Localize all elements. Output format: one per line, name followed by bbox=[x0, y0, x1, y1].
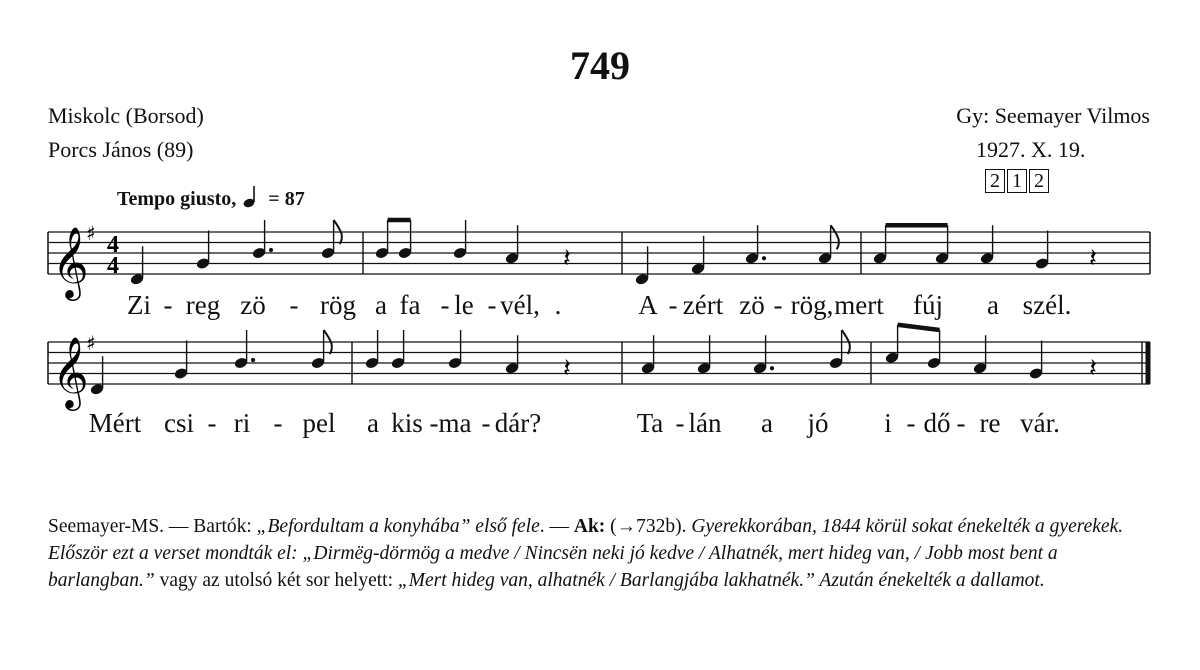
notes-alt-lines: „Mert hideg van, alhatnék / Barlangjába lakhatnék.” Azután énekelték a dallamot. bbox=[397, 569, 1045, 591]
lyric-syllable: le bbox=[454, 290, 474, 320]
lyric-syllable: Zi bbox=[127, 290, 151, 320]
lyric-syllable: mert bbox=[834, 290, 884, 320]
lyric-hyphen: - bbox=[440, 290, 450, 320]
beam bbox=[898, 325, 940, 330]
lyric-syllable: A bbox=[638, 290, 658, 320]
quarter-rest-icon: 𝄽 bbox=[563, 243, 571, 274]
treble-clef-icon: 𝄞 bbox=[52, 225, 89, 298]
notes-title: „Befordultam a konyhába” első fele bbox=[256, 516, 540, 537]
lyric-syllable: szél. bbox=[1022, 290, 1072, 320]
class-box: 1 bbox=[1007, 169, 1027, 193]
lyric-syllable: a bbox=[375, 290, 387, 320]
quarter-rest-icon: 𝄽 bbox=[1089, 243, 1097, 274]
quarter-rest-icon: 𝄽 bbox=[1089, 353, 1097, 384]
lyric-hyphen: - bbox=[773, 290, 783, 320]
class-box: 2 bbox=[985, 169, 1005, 193]
lyric-syllable: fúj bbox=[913, 290, 943, 320]
lyric-syllable: ma bbox=[438, 408, 472, 438]
note-dot bbox=[251, 358, 255, 362]
lyric-syllable: Mért bbox=[88, 408, 142, 438]
tempo-label: Tempo giusto, bbox=[117, 188, 237, 210]
notes-ak: Ak: bbox=[573, 516, 606, 537]
notes-connector: vagy az utolsó két sor helyett: bbox=[154, 569, 398, 591]
tempo-value: = 87 bbox=[268, 188, 305, 210]
lyric-syllable: jó bbox=[807, 408, 829, 438]
lyric-hyphen: - bbox=[273, 408, 283, 438]
lyric-syllable: zért bbox=[682, 290, 724, 320]
note-flag bbox=[831, 225, 839, 249]
staff-1 bbox=[48, 220, 1150, 301]
lyric-syllable: zö bbox=[240, 290, 266, 320]
lyric-syllable: a bbox=[367, 408, 379, 438]
lyric-hyphen: - bbox=[956, 408, 966, 438]
lyric-syllable: kis bbox=[391, 408, 423, 438]
lyric-syllable: fa bbox=[399, 290, 421, 320]
lyric-hyphen: - bbox=[487, 290, 497, 320]
lyric-hyphen: - bbox=[668, 290, 678, 320]
staff-2 bbox=[48, 325, 1150, 411]
notes-sep: . — bbox=[539, 516, 574, 537]
lyric-syllable: vél, bbox=[500, 290, 540, 320]
lyric-syllable: a bbox=[987, 290, 999, 320]
notes-story: Gyerekkorában, 1844 körül sokat énekelték a gyerekek. Először ezt a verset mondták el: „Dirmëg-dörmög a medve / Nincsën neki jó kedve / Alhatnék, mert hideg van, / Jobb most bent a barlangban.” bbox=[48, 516, 1124, 591]
lyric-syllable: dár? bbox=[494, 408, 542, 438]
lyric-syllable: zö bbox=[739, 290, 765, 320]
lyric-hyphen: - bbox=[906, 408, 916, 438]
lyric-hyphen: - bbox=[207, 408, 217, 438]
lyric-syllable: reg bbox=[185, 290, 221, 320]
lyric-syllable: rög bbox=[320, 290, 356, 320]
lyric-syllable: . bbox=[554, 290, 562, 320]
treble-clef-icon: 𝄞 bbox=[52, 335, 89, 408]
lyric-syllable: csi bbox=[164, 408, 194, 438]
date-label: 1927. X. 19. bbox=[976, 137, 1086, 162]
notes-source: Seemayer-MS. — Bartók: bbox=[48, 516, 257, 537]
note-dot bbox=[269, 248, 273, 252]
lyric-syllable: Ta bbox=[636, 408, 664, 438]
singer-label: Porcs János (89) bbox=[48, 137, 194, 162]
note-dot bbox=[770, 366, 774, 370]
time-signature-bottom: 4 bbox=[107, 253, 119, 279]
lyric-hyphen: - bbox=[481, 408, 491, 438]
quarter-rest-icon: 𝄽 bbox=[563, 353, 571, 384]
lyric-syllable: a bbox=[761, 408, 773, 438]
lyric-syllable: vár. bbox=[1020, 408, 1060, 438]
lyric-syllable: i bbox=[884, 408, 892, 438]
place-label: Miskolc (Borsod) bbox=[48, 103, 204, 128]
class-box: 2 bbox=[1029, 169, 1049, 193]
lyric-syllable: rög, bbox=[790, 290, 834, 320]
time-signature-top: 4 bbox=[107, 232, 119, 258]
annotation-text bbox=[48, 514, 1158, 594]
lyric-hyphen: - bbox=[163, 290, 173, 320]
sharp-icon: ♯ bbox=[86, 221, 96, 245]
song-number: 749 bbox=[570, 43, 630, 88]
note-dot bbox=[762, 256, 766, 260]
lyric-hyphen: - bbox=[675, 408, 685, 438]
lyric-syllable: pel bbox=[302, 408, 336, 438]
lyric-hyphen: - bbox=[429, 408, 439, 438]
lyric-syllable: re bbox=[979, 408, 1001, 438]
lyric-syllable: lán bbox=[688, 408, 722, 438]
sharp-icon: ♯ bbox=[86, 331, 96, 355]
collector-label: Gy: Seemayer Vilmos bbox=[956, 103, 1150, 128]
notes-ref: (→732b). bbox=[605, 516, 692, 537]
lyric-hyphen: - bbox=[289, 290, 299, 320]
lyric-syllable: dő bbox=[923, 408, 951, 438]
lyric-syllable: ri bbox=[233, 408, 251, 438]
